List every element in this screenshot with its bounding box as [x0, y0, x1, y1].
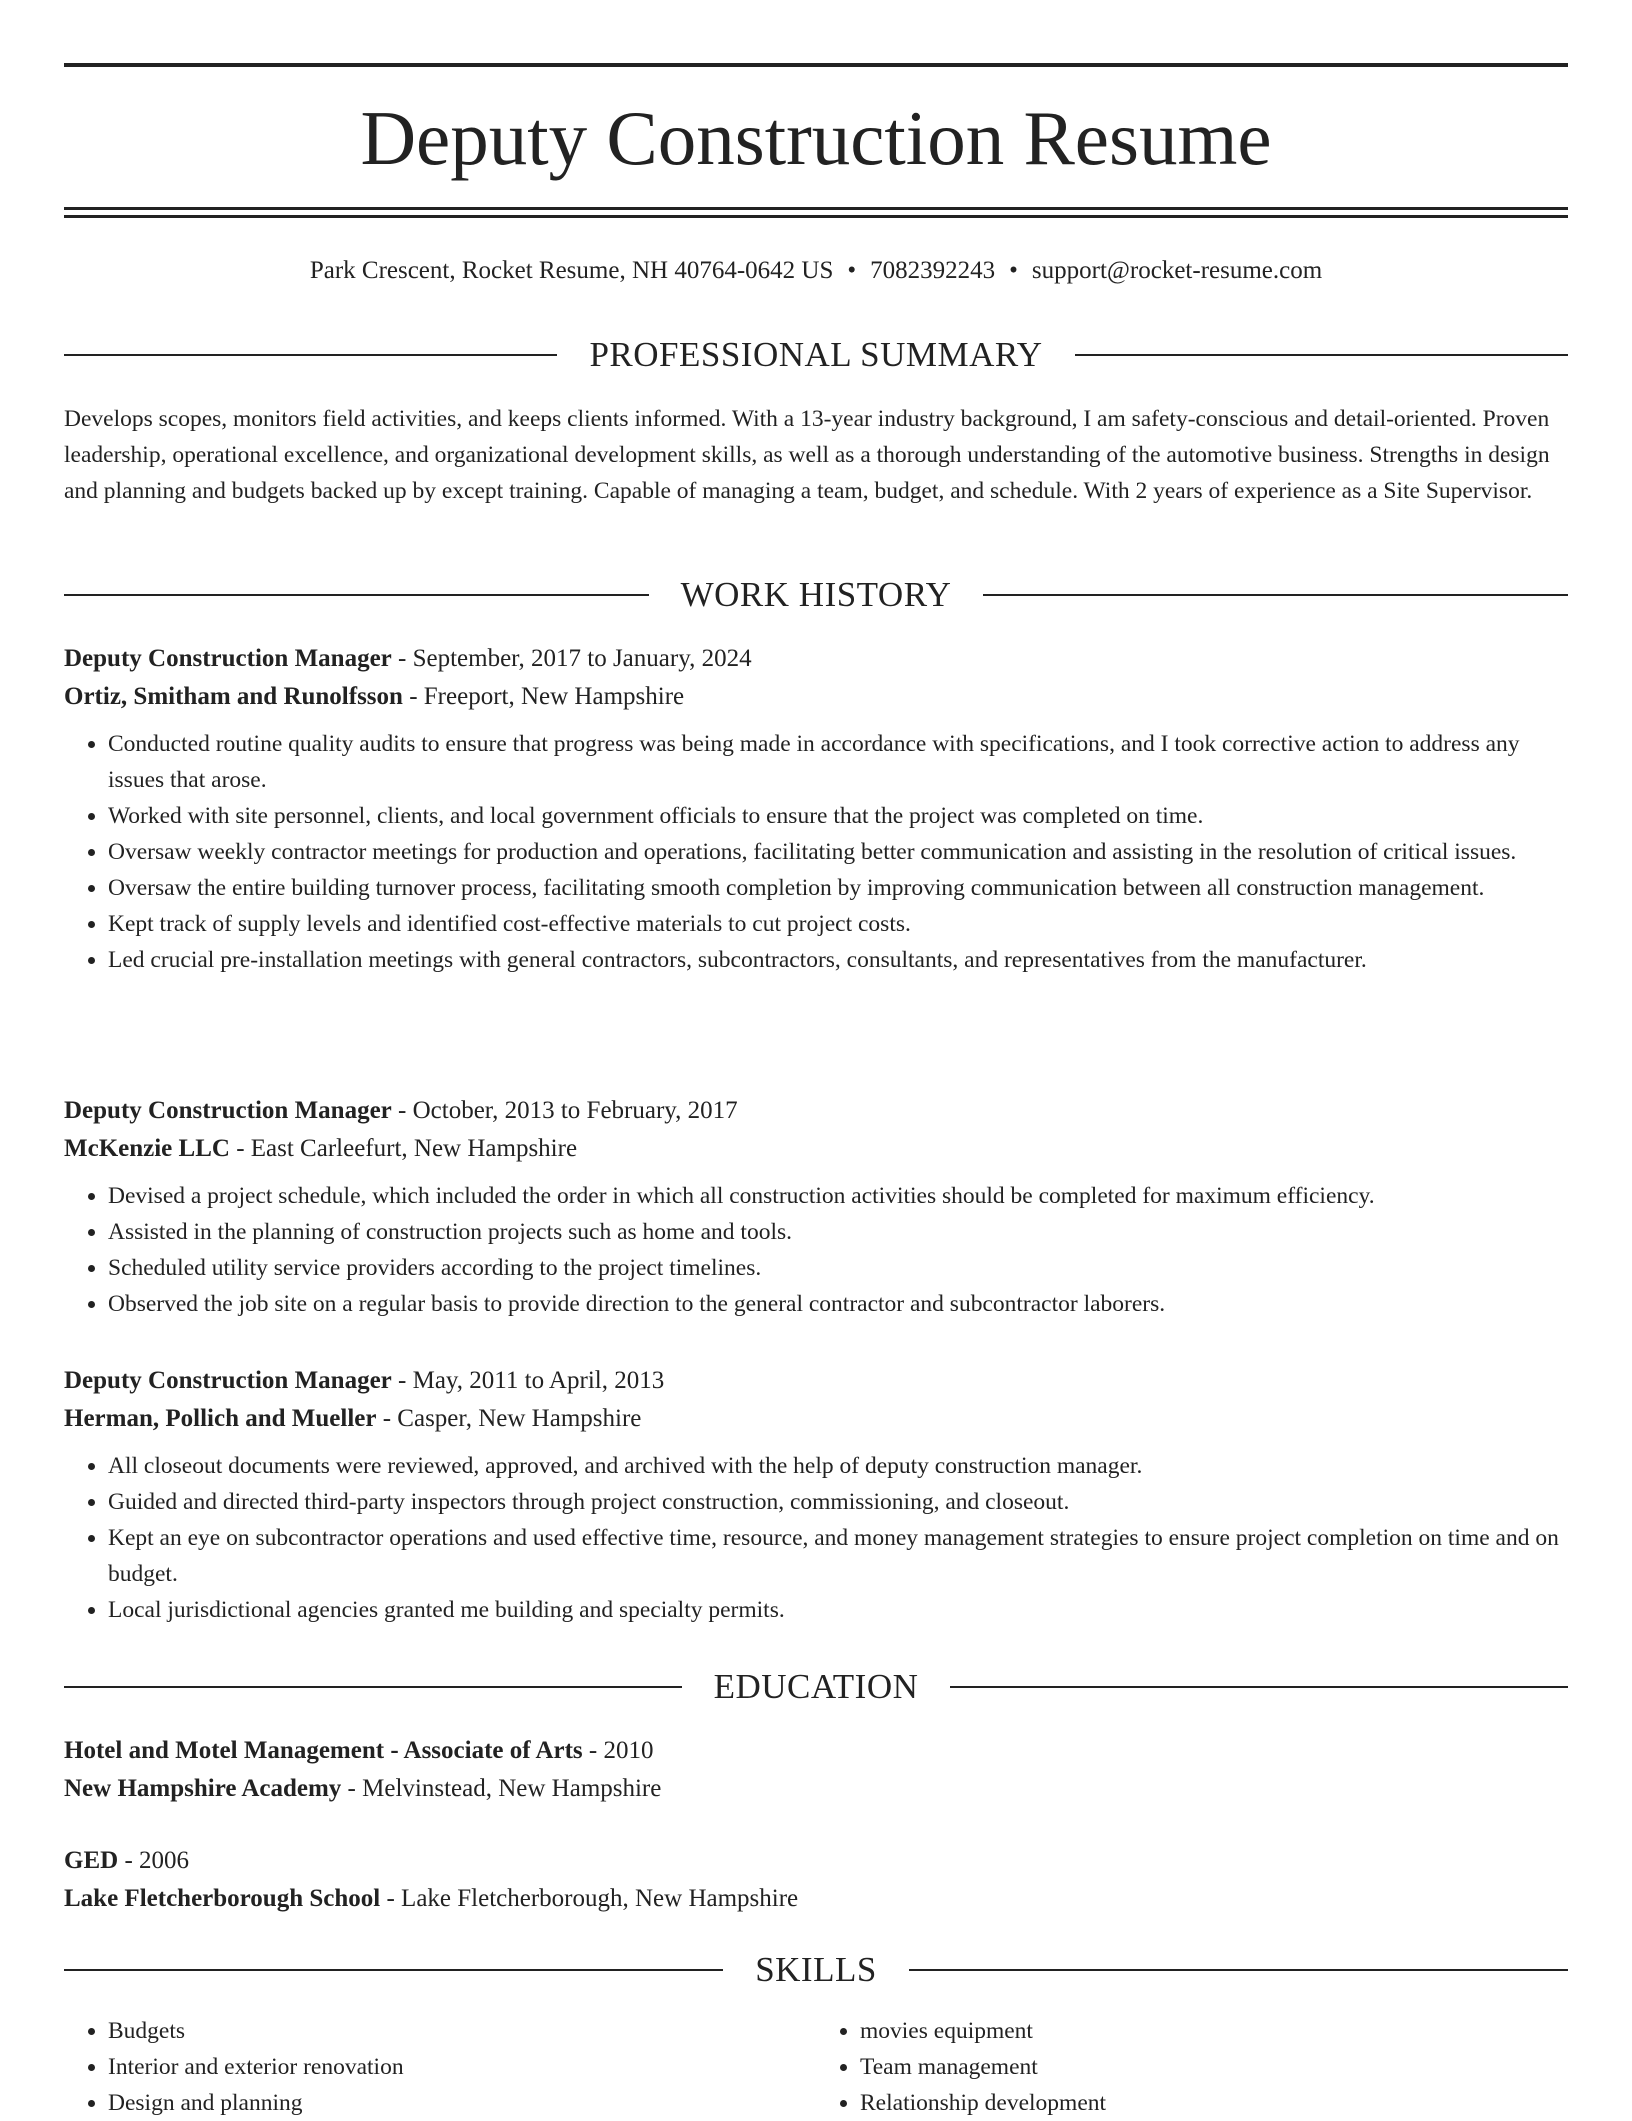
- top-rule: [64, 63, 1568, 67]
- skill-item: • Interior and exterior renovation: [108, 2049, 816, 2085]
- list-item: • Guided and directed third-party inspectors through project construction, commissioning, and closeout.: [108, 1484, 1568, 1520]
- list-item: • Kept an eye on subcontractor operations and used effective time, resource, and money management strategies to ensure project completion on time and on budget.: [108, 1520, 1568, 1592]
- heading-rule: [64, 1969, 723, 1971]
- list-item: • Worked with site personnel, clients, and local government officials to ensure that the project was completed on time.: [108, 798, 1568, 834]
- section-heading-education: [64, 1667, 1568, 1707]
- skills-column-right: [816, 2013, 1568, 2121]
- heading-rule: [64, 1686, 682, 1688]
- education-location: Melvinstead, New Hampshire: [362, 1775, 662, 1802]
- job-dates: September, 2017 to January, 2024: [412, 645, 752, 672]
- education-entry: Hotel and Motel Management - Associate of Arts - 2010 New Hampshire Academy - Melvinstead, New Hampshire: [64, 1737, 662, 1802]
- section-label: EDUCATION: [713, 1667, 919, 1706]
- heading-rule: [64, 354, 557, 356]
- heading-rule: [983, 594, 1568, 596]
- job-bullets: [64, 726, 1568, 978]
- job-title: Deputy Construction Manager: [64, 1367, 392, 1394]
- list-item: • Scheduled utility service providers according to the project timelines.: [108, 1250, 1568, 1286]
- section-label: WORK HISTORY: [680, 575, 952, 614]
- section-label: SKILLS: [755, 1950, 877, 1989]
- education-degree: Hotel and Motel Management - Associate of Arts: [64, 1737, 583, 1764]
- job-company: Ortiz, Smitham and Runolfsson: [64, 683, 403, 710]
- section-heading-work-history: [64, 575, 1568, 615]
- skills-list: [64, 2013, 1568, 2121]
- job-company: Herman, Pollich and Mueller: [64, 1405, 377, 1432]
- heading-rule: [1075, 354, 1568, 356]
- job-bullets: [64, 1178, 1568, 1322]
- contact-address: Park Crescent, Rocket Resume, NH 40764-0642 US: [309, 257, 834, 284]
- contact-email: support@rocket-resume.com: [1031, 257, 1323, 284]
- skill-item: • Design and planning: [108, 2085, 816, 2121]
- contact-line: [64, 254, 1568, 288]
- section-heading-summary: [64, 335, 1568, 375]
- list-item: • All closeout documents were reviewed, approved, and archived with the help of deputy construction manager.: [108, 1448, 1568, 1484]
- job-entry: Deputy Construction Manager - September, 2017 to January, 2024 Ortiz, Smitham and Runolfsson - Freeport, New Hampshire • Conducted routine quality audits to ensure that progress was being made in accordance with specifications, and I took corrective action to address any issues that arose. • Worked with site personnel, clients, and local government officials to ensure that the project was completed on time. • Oversaw weekly contractor meetings for production and operations, facilitating better communication and assisting in the resolution of critical issues. • Oversaw the entire building turnover process, facilitating smooth completion by improving communication between all construction management. • Kept track of supply levels and identified cost-effective materials to cut project costs. • Led crucial pre-installation meetings with general contractors, subcontractors, consultants, and representatives from the manufacturer.: [64, 640, 1568, 978]
- education-school: Lake Fletcherborough School: [64, 1885, 381, 1912]
- job-dates: October, 2013 to February, 2017: [412, 1097, 738, 1124]
- list-item: • Kept track of supply levels and identified cost-effective materials to cut project costs.: [108, 906, 1568, 942]
- job-entry: Deputy Construction Manager - May, 2011 to April, 2013 Herman, Pollich and Mueller - Casper, New Hampshire • All closeout documents were reviewed, approved, and archived with the help of deputy construction manager. • Guided and directed third-party inspectors through project construction, commissioning, and closeout. • Kept an eye on subcontractor operations and used effective time, resource, and money management strategies to ensure project completion on time and on budget. • Local jurisdictional agencies granted me building and specialty permits.: [64, 1362, 1568, 1628]
- job-title: Deputy Construction Manager: [64, 1097, 392, 1124]
- education-location: Lake Fletcherborough, New Hampshire: [401, 1885, 799, 1912]
- list-item: • Oversaw the entire building turnover process, facilitating smooth completion by improving communication between all construction management.: [108, 870, 1568, 906]
- section-label: PROFESSIONAL SUMMARY: [589, 335, 1043, 374]
- list-item: • Conducted routine quality audits to ensure that progress was being made in accordance with specifications, and I took corrective action to address any issues that arose.: [108, 726, 1568, 798]
- job-entry: Deputy Construction Manager - October, 2013 to February, 2017 McKenzie LLC - East Carleefurt, New Hampshire • Devised a project schedule, which included the order in which all construction activities should be completed for maximum efficiency. • Assisted in the planning of construction projects such as home and tools. • Scheduled utility service providers according to the project timelines. • Observed the job site on a regular basis to provide direction to the general contractor and subcontractor laborers.: [64, 1092, 1568, 1322]
- list-item: • Led crucial pre-installation meetings with general contractors, subcontractors, consultants, and representatives from the manufacturer.: [108, 942, 1568, 978]
- job-location: Casper, New Hampshire: [397, 1405, 642, 1432]
- list-item: • Observed the job site on a regular basis to provide direction to the general contractor and subcontractor laborers.: [108, 1286, 1568, 1322]
- education-year: 2010: [603, 1737, 654, 1764]
- job-location: East Carleefurt, New Hampshire: [250, 1135, 578, 1162]
- education-degree: GED: [64, 1847, 119, 1874]
- skill-item: • Relationship development: [860, 2085, 1568, 2121]
- list-item: • Oversaw weekly contractor meetings for production and operations, facilitating better communication and assisting in the resolution of critical issues.: [108, 834, 1568, 870]
- skills-column-left: [64, 2013, 816, 2121]
- list-item: • Local jurisdictional agencies granted me building and specialty permits.: [108, 1592, 1568, 1628]
- heading-rule: [950, 1686, 1568, 1688]
- contact-separator: •: [847, 257, 857, 284]
- title-double-rule: [64, 207, 1568, 218]
- education-entry: GED - 2006 Lake Fletcherborough School - Lake Fletcherborough, New Hampshire: [64, 1847, 799, 1912]
- skill-item: • Team management: [860, 2049, 1568, 2085]
- section-heading-skills: [64, 1950, 1568, 1990]
- list-item: • Devised a project schedule, which included the order in which all construction activities should be completed for maximum efficiency.: [108, 1178, 1568, 1214]
- job-location: Freeport, New Hampshire: [423, 683, 685, 710]
- skill-item: • movies equipment: [860, 2013, 1568, 2049]
- contact-separator: •: [1009, 257, 1018, 284]
- education-school: New Hampshire Academy: [64, 1775, 342, 1802]
- job-dates: May, 2011 to April, 2013: [412, 1367, 665, 1394]
- contact-phone: 7082392243: [870, 257, 996, 284]
- education-year: 2006: [139, 1847, 190, 1874]
- heading-rule: [64, 594, 649, 596]
- job-company: McKenzie LLC: [64, 1135, 230, 1162]
- job-title: Deputy Construction Manager: [64, 645, 392, 672]
- skill-item: • Budgets: [108, 2013, 816, 2049]
- job-bullets: [64, 1448, 1568, 1628]
- heading-rule: [909, 1969, 1568, 1971]
- resume-title: Deputy Construction Resume: [360, 95, 1272, 181]
- list-item: • Assisted in the planning of construction projects such as home and tools.: [108, 1214, 1568, 1250]
- summary-text: Develops scopes, monitors field activities, and keeps clients informed. With a 13-year industry background, I am safety-conscious and detail-oriented. Proven leadership, operational excellence, and organizational development skills, as well as a thorough understanding of the automotive business. Strengths in design and planning and budgets backed up by except training. Capable of managing a team, budget, and schedule. With 2 years of experience as a Site Supervisor.: [64, 406, 1550, 504]
